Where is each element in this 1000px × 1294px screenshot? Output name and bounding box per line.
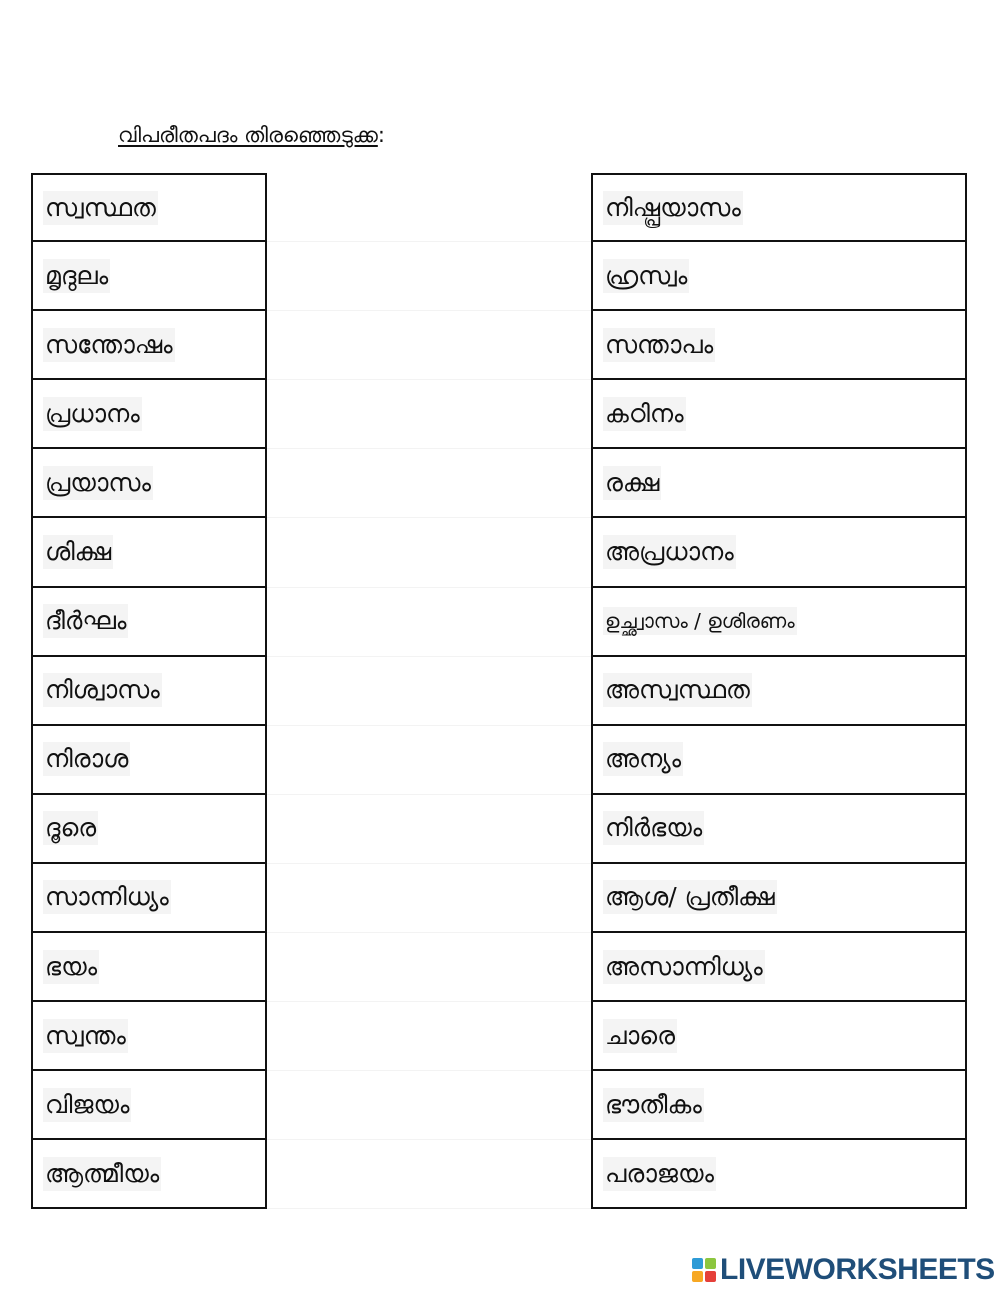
right-word: അസ്വസ്ഥത bbox=[603, 673, 752, 707]
right-word-cell[interactable] bbox=[591, 1140, 967, 1209]
match-line-area[interactable] bbox=[267, 1140, 591, 1209]
right-word-cell[interactable] bbox=[591, 795, 967, 864]
left-word-cell[interactable] bbox=[31, 726, 267, 795]
match-line-area[interactable] bbox=[267, 173, 591, 242]
table-row bbox=[31, 657, 967, 726]
left-word-cell[interactable] bbox=[31, 173, 267, 242]
left-word-cell[interactable] bbox=[31, 242, 267, 311]
right-word-cell[interactable] bbox=[591, 933, 967, 1002]
right-word-cell[interactable] bbox=[591, 1002, 967, 1071]
left-word-cell[interactable] bbox=[31, 933, 267, 1002]
left-word: സ്വസ്ഥത bbox=[43, 191, 158, 225]
left-word: നിശ്വാസം bbox=[43, 673, 162, 707]
right-word: സന്താപം bbox=[603, 328, 715, 362]
logo-square bbox=[692, 1258, 703, 1269]
right-word-cell[interactable] bbox=[591, 1071, 967, 1140]
right-word-cell[interactable] bbox=[591, 726, 967, 795]
right-word: രക്ഷ bbox=[603, 466, 661, 500]
left-word-cell[interactable] bbox=[31, 380, 267, 449]
left-word-cell[interactable] bbox=[31, 1140, 267, 1209]
table-row bbox=[31, 795, 967, 864]
match-line-area[interactable] bbox=[267, 1002, 591, 1071]
match-line-area[interactable] bbox=[267, 864, 591, 933]
right-word-cell[interactable] bbox=[591, 657, 967, 726]
right-word: നിർഭയം bbox=[603, 811, 704, 845]
left-word: വിജയം bbox=[43, 1088, 131, 1122]
heading-text: വിപരീതപദം തിരഞ്ഞെടുക്ക bbox=[118, 123, 378, 147]
match-line-area[interactable] bbox=[267, 311, 591, 380]
left-word-cell[interactable] bbox=[31, 1002, 267, 1071]
matching-table bbox=[31, 173, 967, 1209]
left-word: ആത്മീയം bbox=[43, 1157, 161, 1191]
logo-square bbox=[692, 1271, 703, 1282]
left-word: മൃദുലം bbox=[43, 259, 110, 293]
table-row bbox=[31, 1071, 967, 1140]
match-line-area[interactable] bbox=[267, 726, 591, 795]
right-word-cell[interactable] bbox=[591, 449, 967, 518]
left-word: ഭയം bbox=[43, 950, 99, 984]
left-word: ശിക്ഷ bbox=[43, 535, 113, 569]
table-row bbox=[31, 864, 967, 933]
left-word: പ്രധാനം bbox=[43, 397, 142, 431]
right-word-cell[interactable] bbox=[591, 311, 967, 380]
heading-colon: : bbox=[377, 123, 385, 147]
table-row bbox=[31, 242, 967, 311]
left-word: സ്വന്തം bbox=[43, 1019, 128, 1053]
right-word-cell[interactable] bbox=[591, 173, 967, 242]
right-word: ഹ്രസ്വം bbox=[603, 259, 689, 293]
match-line-area[interactable] bbox=[267, 380, 591, 449]
right-word-cell[interactable] bbox=[591, 588, 967, 657]
left-word-cell[interactable] bbox=[31, 864, 267, 933]
right-word: അസാന്നിധ്യം bbox=[603, 950, 765, 984]
logo-square bbox=[705, 1258, 716, 1269]
left-word-cell[interactable] bbox=[31, 1071, 267, 1140]
right-word: ഉച്ഛ്വാസം / ഉശിരണം bbox=[605, 609, 795, 634]
table-row bbox=[31, 1140, 967, 1209]
table-row bbox=[31, 173, 967, 242]
liveworksheets-logo-icon bbox=[692, 1258, 716, 1282]
right-word-cell[interactable] bbox=[591, 242, 967, 311]
match-line-area[interactable] bbox=[267, 518, 591, 587]
match-line-area[interactable] bbox=[267, 1071, 591, 1140]
brand-name: LIVEWORKSHEETS bbox=[720, 1253, 995, 1286]
left-word: പ്രയാസം bbox=[43, 466, 153, 500]
table-row bbox=[31, 380, 967, 449]
left-word-cell[interactable] bbox=[31, 657, 267, 726]
left-word: ദൂരെ bbox=[43, 811, 98, 845]
right-word: അന്യം bbox=[603, 742, 683, 776]
right-word: ആശ/ പ്രതീക്ഷ bbox=[603, 880, 777, 914]
table-row bbox=[31, 726, 967, 795]
brand-logo bbox=[692, 1252, 995, 1288]
match-line-area[interactable] bbox=[267, 657, 591, 726]
right-word: ചാരെ bbox=[603, 1019, 677, 1053]
left-word-cell[interactable] bbox=[31, 588, 267, 657]
table-row bbox=[31, 1002, 967, 1071]
left-word: സന്തോഷം bbox=[43, 328, 175, 362]
logo-square bbox=[705, 1271, 716, 1282]
table-row bbox=[31, 588, 967, 657]
table-row bbox=[31, 518, 967, 587]
match-line-area[interactable] bbox=[267, 795, 591, 864]
right-word: പരാജയം bbox=[603, 1157, 716, 1191]
table-row bbox=[31, 449, 967, 518]
left-word: നിരാശ bbox=[43, 742, 130, 776]
worksheet-heading bbox=[118, 120, 385, 150]
left-word: ദീർഘം bbox=[43, 604, 128, 638]
right-word: ഭൗതീകം bbox=[603, 1088, 704, 1122]
left-word-cell[interactable] bbox=[31, 795, 267, 864]
table-row bbox=[31, 933, 967, 1002]
match-line-area[interactable] bbox=[267, 933, 591, 1002]
left-word-cell[interactable] bbox=[31, 449, 267, 518]
left-word-cell[interactable] bbox=[31, 311, 267, 380]
right-word-cell[interactable] bbox=[591, 864, 967, 933]
match-line-area[interactable] bbox=[267, 449, 591, 518]
right-word: അപ്രധാനം bbox=[603, 535, 736, 569]
match-line-area[interactable] bbox=[267, 242, 591, 311]
table-row bbox=[31, 311, 967, 380]
right-word-cell[interactable] bbox=[591, 380, 967, 449]
match-line-area[interactable] bbox=[267, 588, 591, 657]
right-word: കഠിനം bbox=[603, 397, 686, 431]
left-word: സാന്നിധ്യം bbox=[43, 880, 171, 914]
right-word: നിഷ്പ്രയാസം bbox=[603, 191, 743, 225]
right-word-cell[interactable] bbox=[591, 518, 967, 587]
left-word-cell[interactable] bbox=[31, 518, 267, 587]
